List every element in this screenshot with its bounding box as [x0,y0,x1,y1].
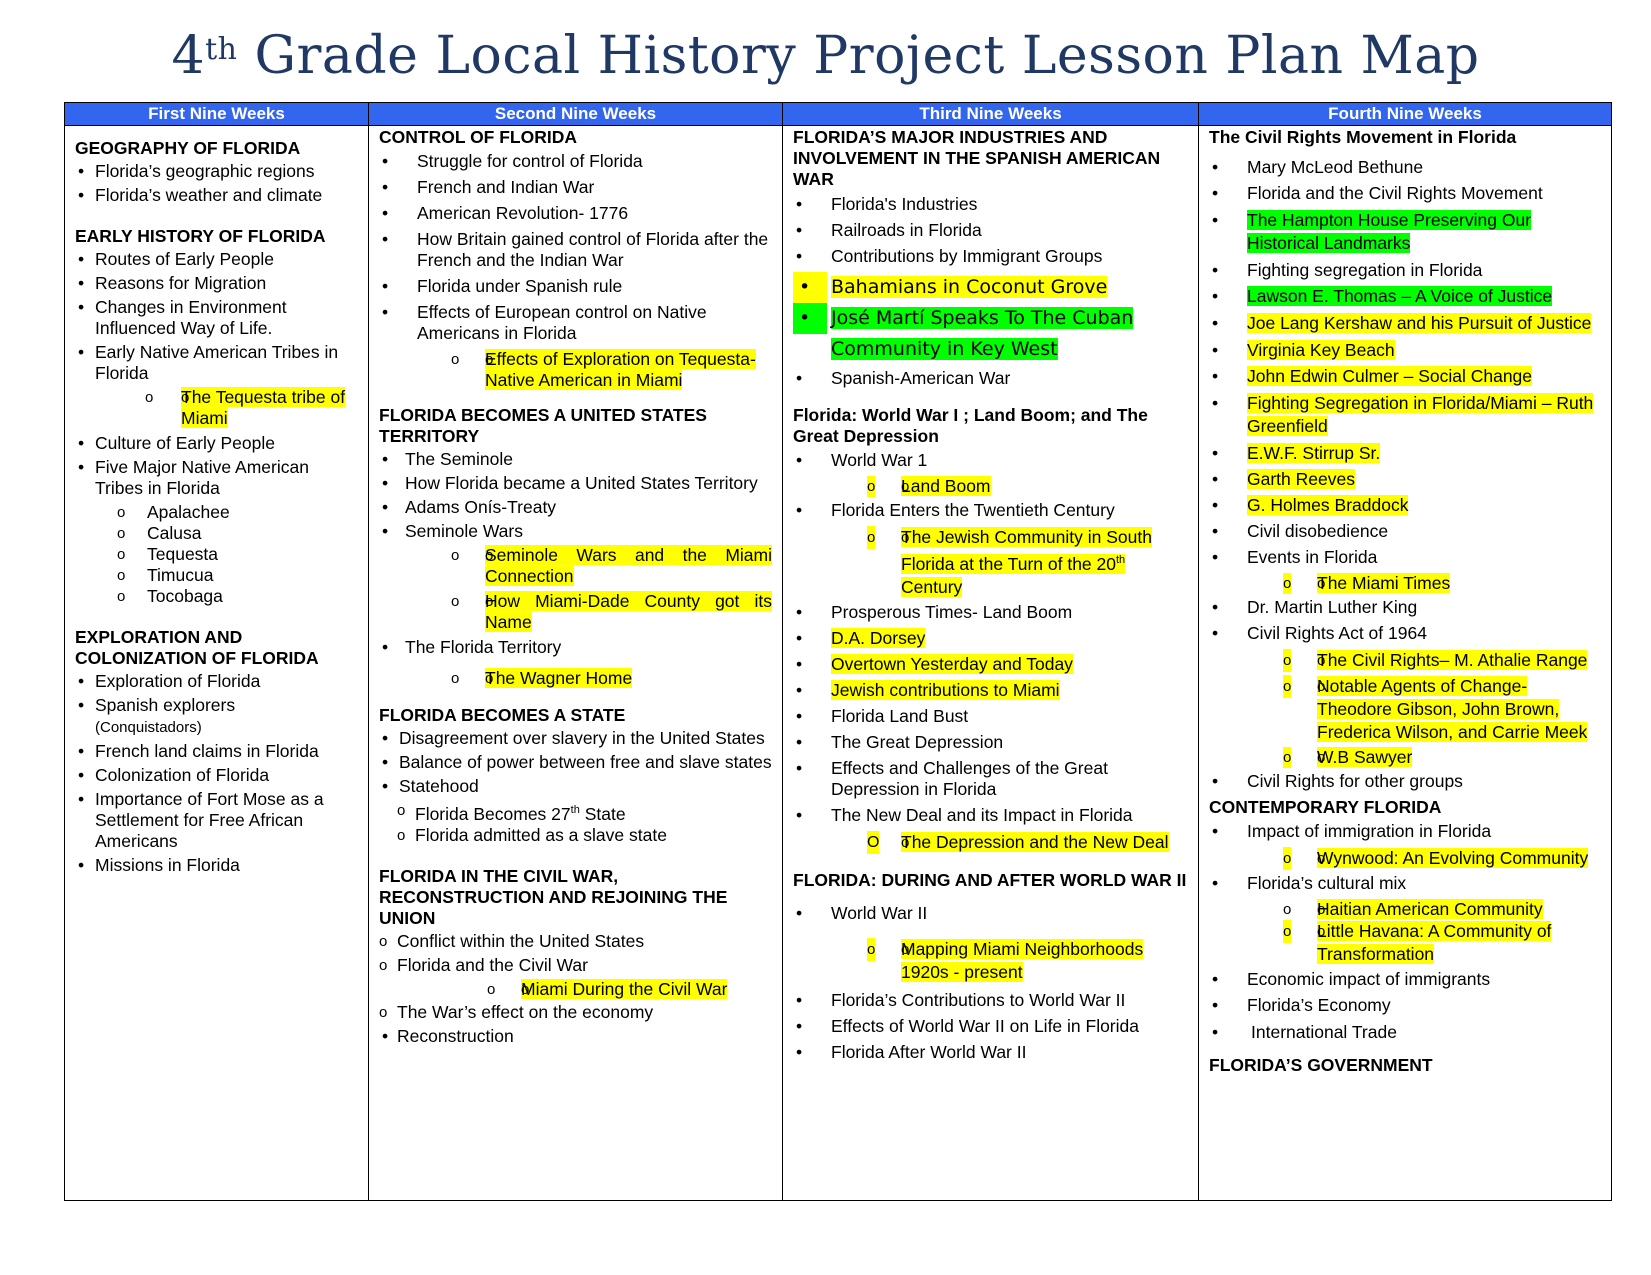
list-item: • Early Native American Tribes in Florida [75,342,358,384]
list-item: • Spanish explorers (Conquistadors) [75,695,358,738]
list-item: o Calusa [117,523,358,544]
list-item: • Railroads in Florida [793,220,1188,241]
list-item: • E.W.F. Stirrup Sr. [1209,443,1601,464]
list-item: • Florida’s Economy [1209,995,1601,1016]
list-item: o o Notable Agents of Change- Theodore Gibson, John Brown, Frederica Wilson, and Carrie Meek [1209,675,1601,744]
list-item: • Prosperous Times- Land Boom [793,602,1188,623]
list-item: o o Land Boom [793,476,1188,497]
list-item: • Dr. Martin Luther King [1209,597,1601,618]
list-item: • Florida and the Civil Rights Movement [1209,183,1601,204]
list-item: • Virginia Key Beach [1209,340,1601,361]
list-item: o Florida Becomes 27th State [397,800,772,825]
list-item: • French and Indian War [379,177,772,198]
section-heading: Florida: World War I ; Land Boom; and The Great Depression [793,405,1148,446]
list-item: • World War II [793,903,1188,924]
list-item: • Culture of Early People [75,433,358,454]
list-item: o o Seminole Wars and the Miami Connection [379,545,772,587]
list-item: o Florida and the Civil War [379,955,772,976]
list-item: • G. Holmes Braddock [1209,495,1601,516]
list-item: • Five Major Native American Tribes in Florida [75,457,358,499]
list-item: • Jewish contributions to Miami [793,680,1188,701]
list-item: • Importance of Fort Mose as a Settlement for Free African Americans [75,789,358,852]
section-heading: FLORIDA IN THE CIVIL WAR, RECONSTRUCTION AND REJOINING THE UNION [379,865,728,928]
list-item: o o W.B Sawyer [1209,747,1601,768]
column-third-nine-weeks [783,126,1199,1200]
column-first-nine-weeks [65,126,369,1200]
list-item: • Effects of World War II on Life in Florida [793,1016,1188,1037]
list-item: • The New Deal and its Impact in Florida [793,805,1188,826]
list-item: • Florida Land Bust [793,706,1188,727]
list-item: • Overtown Yesterday and Today [793,654,1188,675]
list-item: o Tocobaga [117,586,358,607]
page-title: 4th Grade Local History Project Lesson Plan Map [171,26,1480,86]
list-item: o o Little Havana: A Community of Transformation [1209,920,1601,966]
header-fourth-nine-weeks: Fourth Nine Weeks [1199,103,1611,125]
list-item: • José Martí Speaks To The Cuban Community in Key West [793,303,1188,365]
lesson-plan-table [64,102,1612,1201]
list-item: • Changes in Environment Influenced Way of Life. [75,297,358,339]
list-item: • Civil Rights for other groups [1209,771,1601,792]
list-item: • Adams Onís-Treaty [379,497,772,518]
list-item: • Florida’s geographic regions [75,161,358,182]
list-item: • The Great Depression [793,732,1188,753]
list-item: o o The Wagner Home [379,668,772,689]
list-item: • John Edwin Culmer – Social Change [1209,366,1601,387]
section-heading: CONTROL OF FLORIDA [379,127,577,147]
list-item: • Mary McLeod Bethune [1209,157,1601,178]
list-item: o o The Jewish Community in South Florida at the Turn of the 20th Century [793,526,1188,599]
header-first-nine-weeks: First Nine Weeks [65,103,369,125]
section-heading: FLORIDA BECOMES A STATE [379,705,626,725]
list-item: o o Effects of Exploration on Tequesta- Native American in Miami [379,349,772,391]
list-item: • Exploration of Florida [75,671,358,692]
section-heading: FLORIDA’S GOVERNMENT [1209,1055,1433,1075]
list-item: • French land claims in Florida [75,741,358,762]
list-item: • Civil disobedience [1209,521,1601,542]
list-item: • Reasons for Migration [75,273,358,294]
section-heading: FLORIDA’S MAJOR INDUSTRIES AND INVOLVEMENT IN THE SPANISH AMERICAN WAR [793,127,1161,189]
list-item: • International Trade [1209,1022,1601,1043]
section-heading: FLORIDA BECOMES A UNITED STATES TERRITORY [379,405,707,446]
list-item: • Civil Rights Act of 1964 [1209,623,1601,644]
list-item: • Florida under Spanish rule [379,276,772,297]
list-item: o o How Miami-Dade County got its Name [379,591,772,633]
list-item: o o The Miami Times [1209,573,1601,594]
section-heading: EXPLORATION AND COLONIZATION OF FLORIDA [75,627,319,668]
list-item: • The Hampton House Preserving Our Historical Landmarks [1209,209,1601,255]
list-item: o The War’s effect on the economy [379,1002,772,1023]
list-item: • Routes of Early People [75,249,358,270]
list-item: o o The Tequesta tribe of Miami [75,387,358,429]
list-item: • Florida’s weather and climate [75,185,358,206]
list-item: • The Florida Territory [379,637,772,658]
list-item: • Economic impact of immigrants [1209,969,1601,990]
list-item: o o Wynwood: An Evolving Community [1209,847,1601,870]
section-heading: The Civil Rights Movement in Florida [1209,127,1517,147]
list-item: • Contributions by Immigrant Groups [793,246,1188,267]
list-item: • Spanish-American War [793,368,1188,389]
list-item: • Balance of power between free and slave states [379,752,772,773]
list-item: • Florida's Industries [793,194,1188,215]
list-item: • Impact of immigration in Florida [1209,821,1601,842]
list-item: • Missions in Florida [75,855,358,876]
list-item: • Colonization of Florida [75,765,358,786]
column-second-nine-weeks [369,126,783,1200]
header-third-nine-weeks: Third Nine Weeks [783,103,1199,125]
list-item: • Garth Reeves [1209,469,1601,490]
list-item: • The Seminole [379,449,772,470]
list-item: • Effects and Challenges of the Great Depression in Florida [793,758,1188,800]
list-item: • Fighting Segregation in Florida/Miami – Ruth Greenfield [1209,392,1601,438]
list-item: • Struggle for control of Florida [379,151,772,172]
section-heading: GEOGRAPHY OF FLORIDA [75,138,301,158]
list-item: • Disagreement over slavery in the United States [379,728,772,749]
list-item: o o Mapping Miami Neighborhoods 1920s - present [793,938,1188,984]
list-item: • Lawson E. Thomas – A Voice of Justice [1209,286,1601,307]
title-superscript: th [205,32,238,67]
list-item: • World War 1 [793,450,1188,471]
list-item: o Tequesta [117,544,358,565]
list-item: • Reconstruction [379,1026,772,1047]
list-item: • Statehood [379,776,772,797]
list-item: • How Britain gained control of Florida after the French and the Indian War [379,229,772,271]
list-item: • How Florida became a United States Territory [379,473,772,494]
header-second-nine-weeks: Second Nine Weeks [369,103,783,125]
list-item: o Apalachee [117,502,358,523]
list-item: o o Haitian American Community [1209,899,1601,920]
list-item: • Joe Lang Kershaw and his Pursuit of Justice [1209,312,1601,335]
list-item: o Florida admitted as a slave state [397,825,772,846]
list-item: • D.A. Dorsey [793,628,1188,649]
list-item: • American Revolution- 1776 [379,203,772,224]
list-item: • Florida Enters the Twentieth Century [793,500,1188,521]
list-item: • Effects of European control on Native Americans in Florida [379,302,772,344]
column-fourth-nine-weeks [1199,126,1611,1200]
list-item: • Bahamians in Coconut Grove [793,272,1188,303]
section-heading: EARLY HISTORY OF FLORIDA [75,226,326,246]
section-heading: FLORIDA: DURING AND AFTER WORLD WAR II [793,869,1187,890]
list-item: • Florida’s Contributions to World War II [793,990,1188,1011]
list-item: o o Miami During the Civil War [379,979,772,1000]
list-item: • Events in Florida [1209,547,1601,568]
section-heading: CONTEMPORARY FLORIDA [1209,797,1442,817]
list-item: o Conflict within the United States [379,931,772,952]
list-item: o o The Civil Rights– M. Athalie Range [1209,649,1601,672]
list-item: • Florida After World War II [793,1042,1188,1063]
list-item: o O The Depression and the New Deal [793,831,1188,854]
list-item: • Fighting segregation in Florida [1209,260,1601,281]
list-item: • Florida’s cultural mix [1209,873,1601,894]
list-item: • Seminole Wars [379,521,772,542]
list-item: o Timucua [117,565,358,586]
